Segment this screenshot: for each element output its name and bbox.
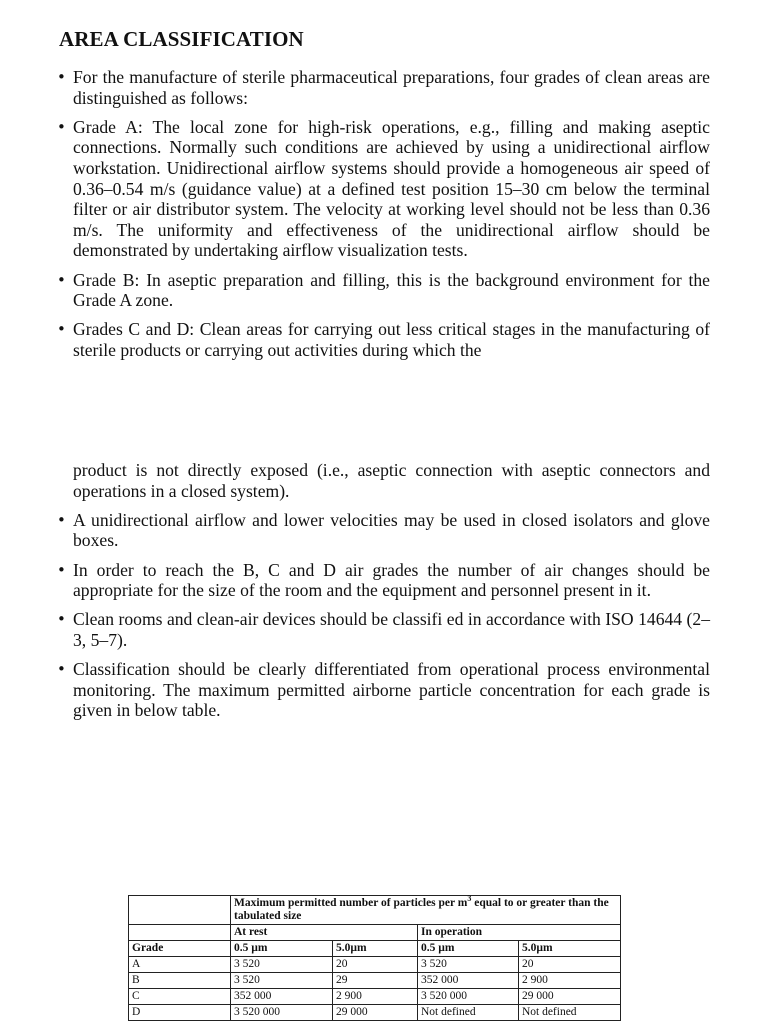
table-cell: C <box>129 989 231 1005</box>
table-cell: 2 900 <box>518 973 620 989</box>
bullet-continuation: product is not directly exposed (i.e., aseptic connection with aseptic connectors and operations in a closed system). <box>73 460 710 501</box>
table-row <box>129 989 621 1005</box>
in-operation-header: In operation <box>418 925 621 941</box>
size-header: 0.5 µm <box>231 941 333 957</box>
table-header-superscript: 3 <box>467 894 472 904</box>
table-corner-cell <box>129 925 231 941</box>
table-cell: 29 000 <box>518 989 620 1005</box>
bullet-item: • In order to reach the B, C and D air grades the number of air changes should be appropriate for the size of the room and the equipment and personnel present in it. <box>55 560 710 601</box>
table-main-header <box>231 896 621 925</box>
table-cell: 352 000 <box>418 973 519 989</box>
table-cell: 20 <box>518 957 620 973</box>
bullet-item: • For the manufacture of sterile pharmaceutical preparations, four grades of clean areas are distinguished as follows: <box>55 67 710 108</box>
size-header: 5.0µm <box>518 941 620 957</box>
table-header-text: Maximum permitted number of particles per m <box>234 897 468 909</box>
table-cell: Not defined <box>418 1005 519 1021</box>
table-row <box>129 1005 621 1021</box>
bullet-list-top <box>55 67 710 369</box>
bullet-item: • A unidirectional airflow and lower velocities may be used in closed isolators and glove boxes. <box>55 510 710 551</box>
table-row <box>129 973 621 989</box>
table-cell: 2 900 <box>333 989 418 1005</box>
table-cell: D <box>129 1005 231 1021</box>
table-cell: 3 520 000 <box>418 989 519 1005</box>
grade-header: Grade <box>129 941 231 957</box>
bullet-item: • Clean rooms and clean-air devices should be classifi ed in accordance with ISO 14644 (2–3, 5–7). <box>55 609 710 650</box>
table-header-row <box>129 941 621 957</box>
table-cell: 3 520 000 <box>231 1005 333 1021</box>
table-header-text-rest: equal to or greater than the tabulated size <box>234 897 609 922</box>
bullet-item: • Grades C and D: Clean areas for carrying out less critical stages in the manufacturing of sterile products or carrying out activities during which the <box>55 319 710 360</box>
bullet-item: • Classification should be clearly differentiated from operational process environmental monitoring. The maximum permitted airborne particle concentration for each grade is given in below table. <box>55 659 710 721</box>
at-rest-header: At rest <box>231 925 418 941</box>
table-cell: 29 <box>333 973 418 989</box>
table-cell: A <box>129 957 231 973</box>
size-header: 5.0µm <box>333 941 418 957</box>
table-cell: 3 520 <box>231 973 333 989</box>
table-cell: 29 000 <box>333 1005 418 1021</box>
table-cell: 3 520 <box>418 957 519 973</box>
table-row <box>129 957 621 973</box>
bullet-item: • Grade B: In aseptic preparation and filling, this is the background environment for the Grade A zone. <box>55 270 710 311</box>
table-cell: 3 520 <box>231 957 333 973</box>
table-cell: 20 <box>333 957 418 973</box>
table-header-row <box>129 925 621 941</box>
table-cell: B <box>129 973 231 989</box>
size-header: 0.5 µm <box>418 941 519 957</box>
section-heading: AREA CLASSIFICATION <box>59 27 304 51</box>
table-cell: Not defined <box>518 1005 620 1021</box>
table-corner-cell <box>129 896 231 925</box>
table-cell: 352 000 <box>231 989 333 1005</box>
particle-limits-table <box>128 895 621 1021</box>
bullet-item: • Grade A: The local zone for high-risk operations, e.g., filling and making aseptic connections. Normally such conditions are achieved by using a unidirectional airflow workstation. Unidirectional airflow systems should provide a homogeneous air speed of 0.36–0.54 m/s (guidance value) at a defined test position 15–30 cm below the terminal filter or air distributor system. The velocity at working level should not be less than 0.36 m/s. The uniformity and effectiveness of the unidirectional airflow should be demonstrated by undertaking airflow visualization tests. <box>55 117 710 261</box>
table-header-row <box>129 896 621 925</box>
bullet-list-bottom <box>55 460 710 730</box>
